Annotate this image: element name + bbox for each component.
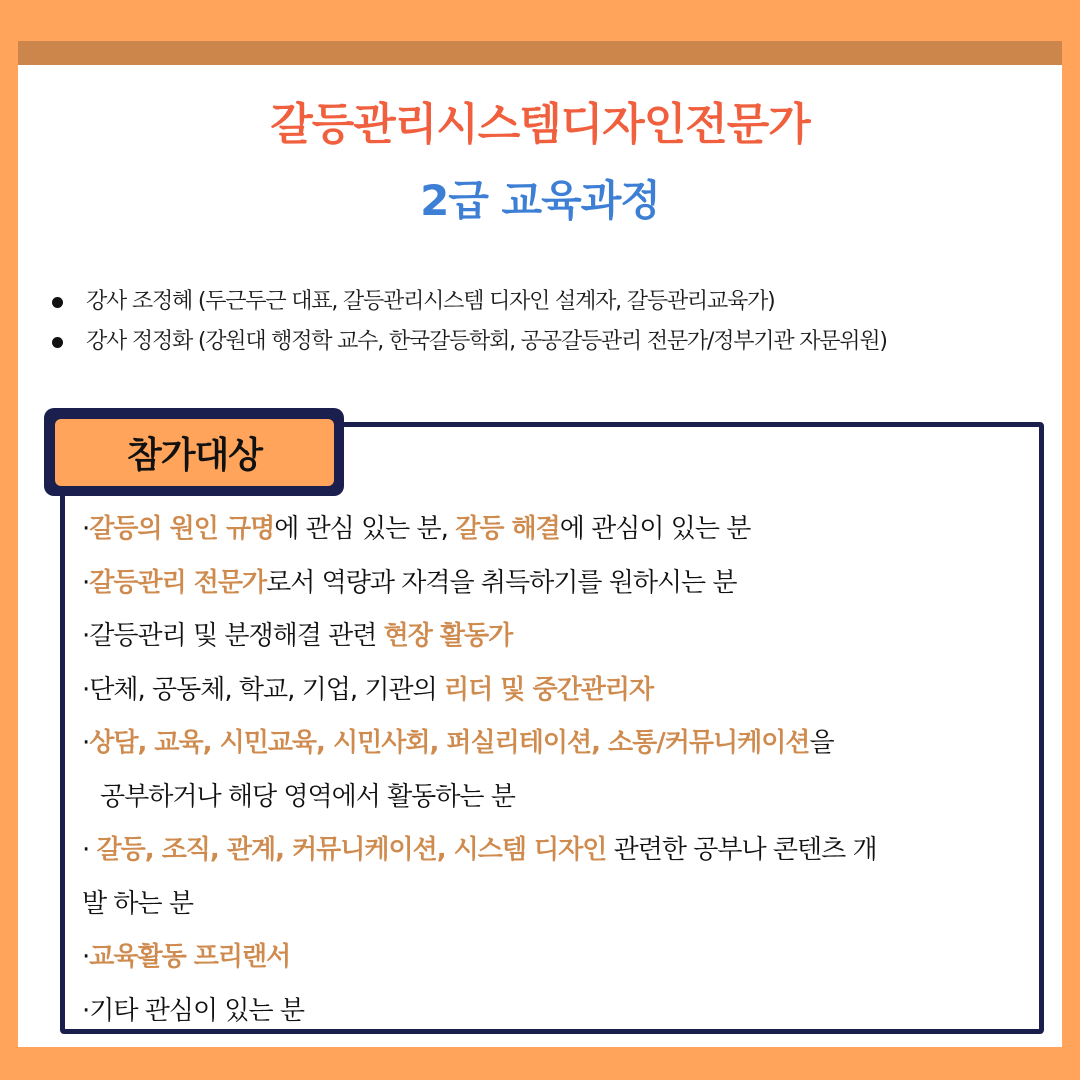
highlight-text: 현장 활동가 bbox=[383, 621, 513, 651]
section-tab bbox=[55, 419, 334, 486]
lecturer-text: 강사 정정화 (강원대 행정학 교수, 한국갈등학회, 공공갈등관리 전문가/정부기관 자문위원) bbox=[86, 329, 887, 354]
title-line-1: 갈등관리시스템디자인전문가 bbox=[270, 99, 810, 150]
top-bar bbox=[18, 41, 1062, 65]
bullet-icon bbox=[52, 337, 63, 348]
target-item bbox=[82, 719, 1027, 773]
target-text: ·단체, 공동체, 학교, 기업, 기관의 bbox=[82, 674, 445, 705]
target-text: 관련한 공부나 콘텐츠 개 bbox=[606, 835, 877, 865]
lecturer-list bbox=[52, 282, 887, 362]
target-item: ·기타 관심이 있는 분 bbox=[82, 995, 304, 1026]
target-list bbox=[82, 505, 1027, 1040]
bullet-icon bbox=[52, 297, 63, 308]
bullet-text: · bbox=[82, 835, 97, 865]
section-label: 참가대상 bbox=[126, 435, 263, 476]
highlight-text: 리더 및 중간관리자 bbox=[444, 674, 654, 705]
target-item bbox=[82, 933, 1027, 987]
target-text: 에 관심이 있는 분 bbox=[559, 514, 751, 544]
highlight-text: 갈등의 원인 규명 bbox=[89, 514, 275, 544]
lecturer-item bbox=[52, 282, 887, 322]
title-line-2: 2급 교육과정 bbox=[420, 176, 660, 225]
target-item bbox=[82, 559, 1027, 613]
target-item bbox=[82, 505, 1027, 559]
target-text: 을 bbox=[809, 728, 834, 758]
bullet-text: · bbox=[82, 728, 90, 758]
target-text: 로서 역량과 자격을 취득하기를 원하시는 분 bbox=[266, 567, 737, 598]
bullet-text: · bbox=[82, 942, 90, 972]
highlight-text: 교육활동 프리랜서 bbox=[89, 942, 291, 972]
target-item-continuation: 공부하거나 해당 영역에서 활동하는 분 bbox=[100, 781, 515, 812]
bullet-text: · bbox=[82, 514, 90, 544]
highlight-text: 갈등, 조직, 관계, 커뮤니케이션, 시스템 디자인 bbox=[96, 835, 607, 865]
target-item-continuation: 발 하는 분 bbox=[82, 888, 193, 919]
highlight-text: 갈등 해결 bbox=[455, 514, 560, 544]
lecturer-item bbox=[52, 322, 887, 362]
target-item bbox=[82, 612, 1027, 666]
target-text: ·갈등관리 및 분쟁해결 관련 bbox=[82, 621, 384, 651]
bullet-text: · bbox=[82, 567, 90, 598]
highlight-text: 상담, 교육, 시민교육, 시민사회, 퍼실리테이션, 소통/커뮤니케이션 bbox=[89, 728, 810, 758]
lecturer-text: 강사 조정혜 (두근두근 대표, 갈등관리시스템 디자인 설계자, 갈등관리교육가) bbox=[86, 289, 775, 314]
highlight-text: 갈등관리 전문가 bbox=[89, 567, 267, 598]
target-item bbox=[82, 826, 1027, 880]
target-item bbox=[82, 666, 1027, 720]
target-text: 에 관심 있는 분, bbox=[274, 514, 456, 544]
